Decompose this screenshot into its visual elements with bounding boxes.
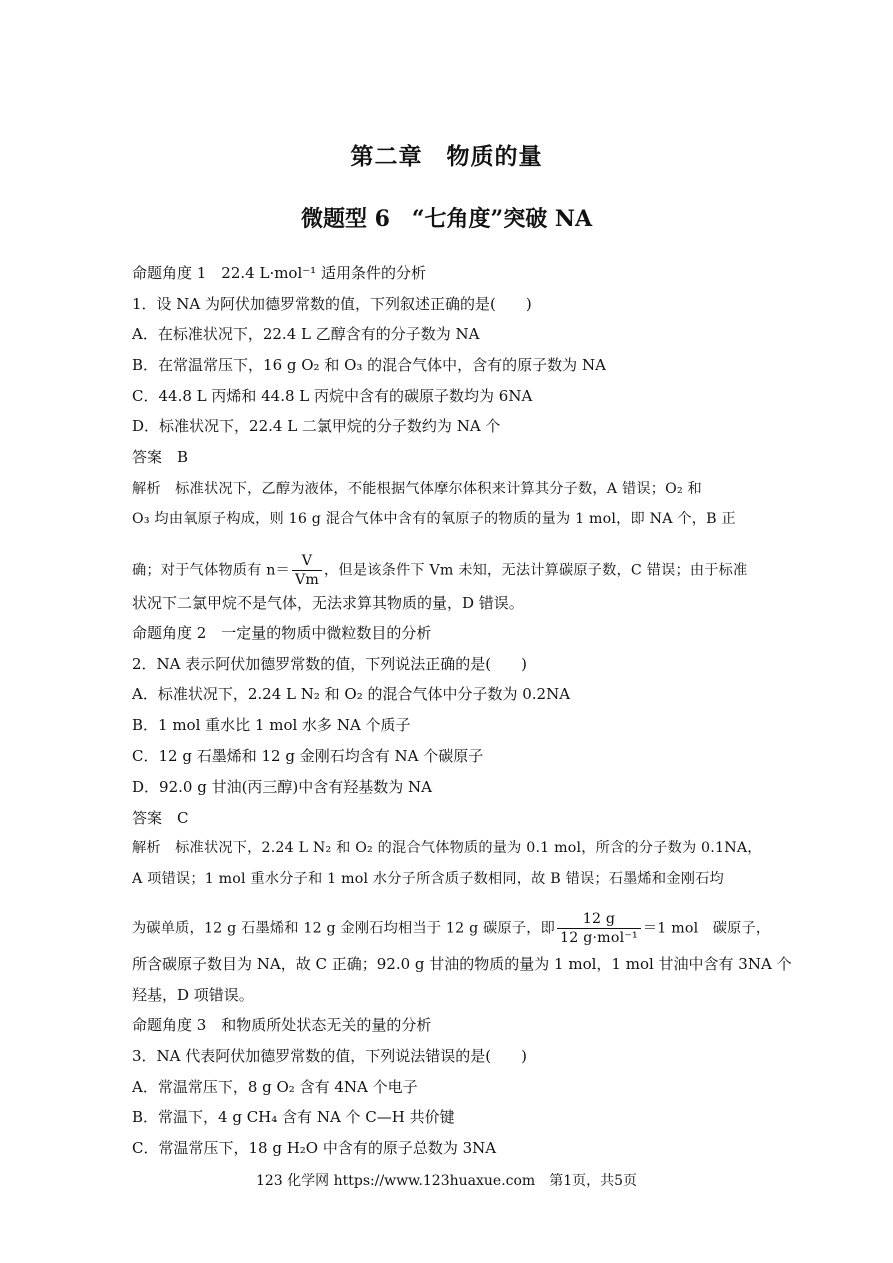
fraction-numerator: 12 g xyxy=(557,910,641,929)
formula-line xyxy=(132,552,775,589)
text-line: 命题角度 2 一定量的物质中微粒数目的分析 xyxy=(132,624,432,642)
text-line: B．常温下，4 g CH₄ 含有 NA 个 C—H 共价键 xyxy=(132,1108,455,1126)
text-line: O₃ 均由氧原子构成，则 16 g 混合气体中含有的氧原子的物质的量为 1 mol，即 NA 个，B 正 xyxy=(132,511,736,527)
text-line: C．12 g 石墨烯和 12 g 金刚石均含有 NA 个碳原子 xyxy=(132,747,484,765)
text-line: A 项错误；1 mol 重水分子和 1 mol 水分子所含质子数相同，故 B 错误；石墨烯和金刚石均 xyxy=(132,871,724,887)
text-line: 羟基，D 项错误。 xyxy=(132,986,254,1004)
text-line: 解析 标准状况下，2.24 L N₂ 和 O₂ 的混合气体物质的量为 0.1 mol，所含的分子数为 0.1NA， xyxy=(132,840,762,856)
text-line: 3．NA 代表阿伏加德罗常数的值，下列说法错误的是( ) xyxy=(132,1047,527,1065)
text-span: ＝1 mol 碳原子， xyxy=(642,920,771,937)
fraction-denominator: 12 g·mol⁻¹ xyxy=(560,930,638,946)
text-line: C．常温常压下，18 g H₂O 中含有的原子总数为 3NA xyxy=(132,1139,497,1157)
section-title: 微题型 6 “七角度”突破 NA xyxy=(300,206,593,232)
fraction-denominator: Vm xyxy=(294,572,320,588)
text-line: A．常温常压下，8 g O₂ 含有 4NA 个电子 xyxy=(132,1078,418,1096)
text-line: C．44.8 L 丙烯和 44.8 L 丙烷中含有的碳原子数均为 6NA xyxy=(132,387,533,405)
text-span: 确；对于气体物质有 n＝ xyxy=(132,562,290,579)
chapter-title: 第二章 物质的量 xyxy=(350,143,543,170)
text-line: A．标准状况下，2.24 L N₂ 和 O₂ 的混合气体中分子数为 0.2NA xyxy=(132,685,571,703)
fraction xyxy=(557,910,641,947)
fraction xyxy=(292,552,322,589)
text-line: B．在常温常压下，16 g O₂ 和 O₃ 的混合气体中，含有的原子数为 NA xyxy=(132,356,606,374)
text-line: 1．设 NA 为阿伏加德罗常数的值，下列叙述正确的是( ) xyxy=(132,295,532,313)
text-line: B．1 mol 重水比 1 mol 水多 NA 个质子 xyxy=(132,716,411,734)
text-line: 答案 B xyxy=(132,448,189,466)
text-line: 2．NA 表示阿伏加德罗常数的值，下列说法正确的是( ) xyxy=(132,655,527,673)
text-line: 状况下二氯甲烷不是气体，无法求算其物质的量，D 错误。 xyxy=(132,594,524,612)
page-footer: 123 化学网 https://www.123huaxue.com 第1页，共5页 xyxy=(255,1173,638,1189)
text-line: D．92.0 g 甘油(丙三醇)中含有羟基数为 NA xyxy=(132,778,432,796)
text-line: 解析 标准状况下，乙醇为液体，不能根据气体摩尔体积来计算其分子数，A 错误；O₂ 和 xyxy=(132,481,702,497)
text-line: 答案 C xyxy=(132,809,189,827)
text-span: 为碳单质，12 g 石墨烯和 12 g 金刚石均相当于 12 g 碳原子，即 xyxy=(132,920,556,937)
text-line: 命题角度 1 22.4 L·mol⁻¹ 适用条件的分析 xyxy=(132,264,426,282)
text-span: ，但是该条件下 Vm 未知，无法计算碳原子数，C 错误；由于标准 xyxy=(324,562,748,579)
text-line: A．在标准状况下，22.4 L 乙醇含有的分子数为 NA xyxy=(132,325,480,343)
formula-line xyxy=(132,910,775,947)
text-line: 命题角度 3 和物质所处状态无关的量的分析 xyxy=(132,1016,432,1034)
fraction-numerator: V xyxy=(292,552,322,571)
text-line: D．标准状况下，22.4 L 二氯甲烷的分子数约为 NA 个 xyxy=(132,417,501,435)
text-line: 所含碳原子数目为 NA，故 C 正确；92.0 g 甘油的物质的量为 1 mol，1 mol 甘油中含有 3NA 个 xyxy=(132,955,792,973)
